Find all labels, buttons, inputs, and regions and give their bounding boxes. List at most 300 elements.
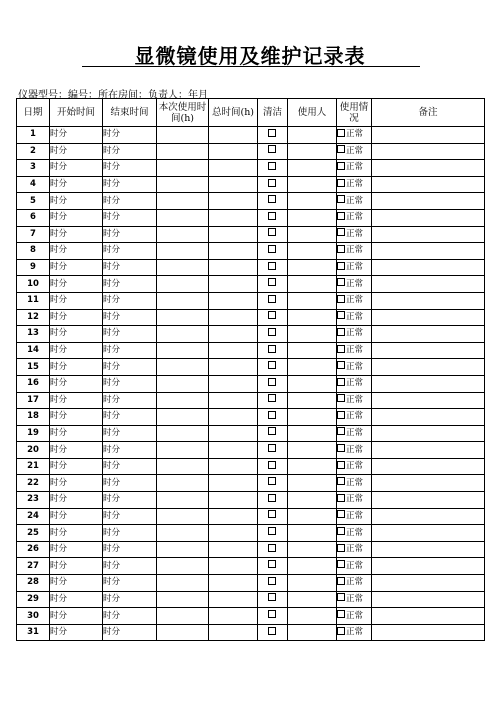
- remarks-cell[interactable]: [372, 243, 485, 260]
- remarks-cell[interactable]: [372, 309, 485, 326]
- start-time-cell[interactable]: 时分: [50, 575, 103, 592]
- user-cell[interactable]: [288, 624, 337, 641]
- checkbox-icon[interactable]: [337, 560, 345, 568]
- condition-label: 正常: [346, 427, 364, 438]
- user-cell[interactable]: [288, 608, 337, 625]
- remarks-cell[interactable]: [372, 226, 485, 243]
- user-cell[interactable]: [288, 160, 337, 177]
- checkbox-icon[interactable]: [268, 361, 276, 369]
- checkbox-icon[interactable]: [337, 311, 345, 319]
- checkbox-icon[interactable]: [337, 245, 345, 253]
- cleaning-cell: [258, 492, 288, 509]
- usage-hours-cell[interactable]: [157, 176, 209, 193]
- usage-hours-cell[interactable]: [157, 276, 209, 293]
- checkbox-icon[interactable]: [337, 527, 345, 535]
- checkbox-icon[interactable]: [268, 278, 276, 286]
- table-row: [17, 160, 485, 177]
- user-cell[interactable]: [288, 342, 337, 359]
- checkbox-icon[interactable]: [268, 494, 276, 502]
- total-hours-cell[interactable]: [209, 209, 258, 226]
- remarks-cell[interactable]: [372, 575, 485, 592]
- total-hours-cell[interactable]: [209, 575, 258, 592]
- end-time-cell[interactable]: 时分: [103, 425, 157, 442]
- start-time-cell[interactable]: 时分: [50, 624, 103, 641]
- remarks-cell[interactable]: [372, 508, 485, 525]
- start-time-cell[interactable]: 时分: [50, 425, 103, 442]
- user-cell[interactable]: [288, 193, 337, 210]
- condition-label: 正常: [346, 361, 364, 372]
- checkbox-icon[interactable]: [268, 461, 276, 469]
- end-time-cell[interactable]: 时分: [103, 591, 157, 608]
- user-cell[interactable]: [288, 492, 337, 509]
- total-hours-cell[interactable]: [209, 226, 258, 243]
- condition-cell: [337, 475, 372, 492]
- user-cell[interactable]: [288, 558, 337, 575]
- checkbox-icon[interactable]: [268, 195, 276, 203]
- end-time-cell[interactable]: 时分: [103, 624, 157, 641]
- start-time-cell[interactable]: 时分: [50, 442, 103, 459]
- checkbox-icon[interactable]: [268, 427, 276, 435]
- usage-hours-cell[interactable]: [157, 624, 209, 641]
- cleaning-cell: [258, 326, 288, 343]
- remarks-cell[interactable]: [372, 160, 485, 177]
- usage-hours-cell[interactable]: [157, 259, 209, 276]
- end-time-cell[interactable]: 时分: [103, 475, 157, 492]
- user-cell[interactable]: [288, 575, 337, 592]
- remarks-cell[interactable]: [372, 475, 485, 492]
- total-hours-cell[interactable]: [209, 243, 258, 260]
- remarks-cell[interactable]: [372, 591, 485, 608]
- end-time-cell[interactable]: 时分: [103, 359, 157, 376]
- total-hours-cell[interactable]: [209, 558, 258, 575]
- checkbox-icon[interactable]: [337, 544, 345, 552]
- remarks-cell[interactable]: [372, 276, 485, 293]
- total-hours-cell[interactable]: [209, 193, 258, 210]
- start-time-cell[interactable]: 时分: [50, 392, 103, 409]
- condition-cell: [337, 309, 372, 326]
- table-row: [17, 508, 485, 525]
- end-time-cell[interactable]: 时分: [103, 259, 157, 276]
- end-time-cell[interactable]: 时分: [103, 541, 157, 558]
- cleaning-cell: [258, 409, 288, 426]
- total-hours-cell[interactable]: [209, 608, 258, 625]
- total-hours-cell[interactable]: [209, 425, 258, 442]
- checkbox-icon[interactable]: [337, 510, 345, 518]
- end-time-cell[interactable]: 时分: [103, 392, 157, 409]
- user-cell[interactable]: [288, 292, 337, 309]
- total-hours-cell[interactable]: [209, 292, 258, 309]
- user-cell[interactable]: [288, 359, 337, 376]
- usage-hours-cell[interactable]: [157, 359, 209, 376]
- checkbox-icon[interactable]: [268, 510, 276, 518]
- user-cell[interactable]: [288, 591, 337, 608]
- date-cell: 9: [17, 259, 50, 276]
- end-time-cell[interactable]: 时分: [103, 458, 157, 475]
- user-cell[interactable]: [288, 508, 337, 525]
- cleaning-cell: [258, 475, 288, 492]
- condition-cell: [337, 342, 372, 359]
- checkbox-icon[interactable]: [337, 195, 345, 203]
- end-time-cell[interactable]: 时分: [103, 525, 157, 542]
- checkbox-icon[interactable]: [268, 593, 276, 601]
- start-time-cell[interactable]: 时分: [50, 326, 103, 343]
- usage-hours-cell[interactable]: [157, 326, 209, 343]
- header-date: 日期: [17, 99, 50, 127]
- condition-cell: [337, 442, 372, 459]
- checkbox-icon[interactable]: [337, 345, 345, 353]
- start-time-cell[interactable]: 时分: [50, 591, 103, 608]
- usage-hours-cell[interactable]: [157, 127, 209, 144]
- total-hours-cell[interactable]: [209, 541, 258, 558]
- checkbox-icon[interactable]: [337, 129, 345, 137]
- usage-hours-cell[interactable]: [157, 541, 209, 558]
- usage-hours-cell[interactable]: [157, 475, 209, 492]
- checkbox-icon[interactable]: [268, 411, 276, 419]
- start-time-cell[interactable]: 时分: [50, 259, 103, 276]
- end-time-cell[interactable]: 时分: [103, 442, 157, 459]
- checkbox-icon[interactable]: [268, 577, 276, 585]
- usage-hours-cell[interactable]: [157, 425, 209, 442]
- checkbox-icon[interactable]: [337, 444, 345, 452]
- start-time-cell[interactable]: 时分: [50, 160, 103, 177]
- end-time-cell[interactable]: 时分: [103, 193, 157, 210]
- checkbox-icon[interactable]: [337, 577, 345, 585]
- condition-cell: [337, 458, 372, 475]
- condition-cell: [337, 276, 372, 293]
- total-hours-cell[interactable]: [209, 508, 258, 525]
- cleaning-cell: [258, 259, 288, 276]
- checkbox-icon[interactable]: [268, 129, 276, 137]
- start-time-cell[interactable]: 时分: [50, 342, 103, 359]
- condition-label: 正常: [346, 162, 364, 173]
- start-time-cell[interactable]: 时分: [50, 209, 103, 226]
- start-time-cell[interactable]: 时分: [50, 541, 103, 558]
- remarks-cell[interactable]: [372, 127, 485, 144]
- end-time-cell[interactable]: 时分: [103, 508, 157, 525]
- checkbox-icon[interactable]: [268, 610, 276, 618]
- condition-cell: [337, 392, 372, 409]
- checkbox-icon[interactable]: [337, 179, 345, 187]
- cleaning-cell: [258, 143, 288, 160]
- table-row: [17, 143, 485, 160]
- start-time-cell[interactable]: 时分: [50, 409, 103, 426]
- start-time-cell[interactable]: 时分: [50, 127, 103, 144]
- checkbox-icon[interactable]: [337, 145, 345, 153]
- start-time-cell[interactable]: 时分: [50, 243, 103, 260]
- remarks-cell[interactable]: [372, 558, 485, 575]
- usage-hours-cell[interactable]: [157, 342, 209, 359]
- end-time-cell[interactable]: 时分: [103, 558, 157, 575]
- usage-hours-cell[interactable]: [157, 575, 209, 592]
- end-time-cell[interactable]: 时分: [103, 409, 157, 426]
- table-row: [17, 375, 485, 392]
- remarks-cell[interactable]: [372, 342, 485, 359]
- total-hours-cell[interactable]: [209, 525, 258, 542]
- checkbox-icon[interactable]: [337, 212, 345, 220]
- start-time-cell[interactable]: 时分: [50, 193, 103, 210]
- remarks-cell[interactable]: [372, 442, 485, 459]
- user-cell[interactable]: [288, 375, 337, 392]
- checkbox-icon[interactable]: [337, 494, 345, 502]
- checkbox-icon[interactable]: [337, 328, 345, 336]
- checkbox-icon[interactable]: [337, 427, 345, 435]
- checkbox-icon[interactable]: [337, 477, 345, 485]
- checkbox-icon[interactable]: [337, 411, 345, 419]
- usage-hours-cell[interactable]: [157, 492, 209, 509]
- checkbox-icon[interactable]: [268, 477, 276, 485]
- remarks-cell[interactable]: [372, 176, 485, 193]
- table-row: [17, 558, 485, 575]
- start-time-cell[interactable]: 时分: [50, 492, 103, 509]
- remarks-cell[interactable]: [372, 259, 485, 276]
- checkbox-icon[interactable]: [268, 444, 276, 452]
- checkbox-icon[interactable]: [268, 262, 276, 270]
- checkbox-icon[interactable]: [337, 295, 345, 303]
- checkbox-icon[interactable]: [337, 627, 345, 635]
- usage-hours-cell[interactable]: [157, 226, 209, 243]
- checkbox-icon[interactable]: [268, 527, 276, 535]
- total-hours-cell[interactable]: [209, 160, 258, 177]
- remarks-cell[interactable]: [372, 292, 485, 309]
- checkbox-icon[interactable]: [268, 560, 276, 568]
- checkbox-icon[interactable]: [337, 593, 345, 601]
- table-row: [17, 624, 485, 641]
- checkbox-icon[interactable]: [268, 544, 276, 552]
- condition-cell: [337, 525, 372, 542]
- checkbox-icon[interactable]: [337, 262, 345, 270]
- start-time-cell[interactable]: 时分: [50, 525, 103, 542]
- total-hours-cell[interactable]: [209, 591, 258, 608]
- usage-hours-cell[interactable]: [157, 458, 209, 475]
- end-time-cell[interactable]: 时分: [103, 127, 157, 144]
- end-time-cell[interactable]: 时分: [103, 309, 157, 326]
- usage-hours-cell[interactable]: [157, 442, 209, 459]
- start-time-cell[interactable]: 时分: [50, 558, 103, 575]
- checkbox-icon[interactable]: [268, 627, 276, 635]
- user-cell[interactable]: [288, 276, 337, 293]
- start-time-cell[interactable]: 时分: [50, 359, 103, 376]
- end-time-cell[interactable]: 时分: [103, 575, 157, 592]
- checkbox-icon[interactable]: [268, 295, 276, 303]
- table-row: [17, 326, 485, 343]
- date-cell: 3: [17, 160, 50, 177]
- total-hours-cell[interactable]: [209, 143, 258, 160]
- cleaning-cell: [258, 375, 288, 392]
- checkbox-icon[interactable]: [268, 245, 276, 253]
- checkbox-icon[interactable]: [337, 162, 345, 170]
- user-cell[interactable]: [288, 309, 337, 326]
- usage-hours-cell[interactable]: [157, 209, 209, 226]
- checkbox-icon[interactable]: [268, 378, 276, 386]
- end-time-cell[interactable]: 时分: [103, 276, 157, 293]
- condition-cell: [337, 326, 372, 343]
- total-hours-cell[interactable]: [209, 326, 258, 343]
- checkbox-icon[interactable]: [268, 228, 276, 236]
- usage-hours-cell[interactable]: [157, 143, 209, 160]
- end-time-cell[interactable]: 时分: [103, 160, 157, 177]
- cleaning-cell: [258, 624, 288, 641]
- user-cell[interactable]: [288, 425, 337, 442]
- usage-hours-cell[interactable]: [157, 558, 209, 575]
- date-cell: 26: [17, 541, 50, 558]
- start-time-cell[interactable]: 时分: [50, 276, 103, 293]
- cleaning-cell: [258, 243, 288, 260]
- condition-cell: [337, 375, 372, 392]
- checkbox-icon[interactable]: [268, 394, 276, 402]
- remarks-cell[interactable]: [372, 326, 485, 343]
- user-cell[interactable]: [288, 143, 337, 160]
- remarks-cell[interactable]: [372, 525, 485, 542]
- user-cell[interactable]: [288, 176, 337, 193]
- date-cell: 16: [17, 375, 50, 392]
- remarks-cell[interactable]: [372, 392, 485, 409]
- checkbox-icon[interactable]: [268, 162, 276, 170]
- end-time-cell[interactable]: 时分: [103, 143, 157, 160]
- start-time-cell[interactable]: 时分: [50, 375, 103, 392]
- total-hours-cell[interactable]: [209, 176, 258, 193]
- cleaning-cell: [258, 558, 288, 575]
- user-cell[interactable]: [288, 243, 337, 260]
- header-usage-hours: 本次使用时间(h): [157, 99, 209, 127]
- start-time-cell[interactable]: 时分: [50, 143, 103, 160]
- end-time-cell[interactable]: 时分: [103, 292, 157, 309]
- total-hours-cell[interactable]: [209, 259, 258, 276]
- user-cell[interactable]: [288, 525, 337, 542]
- cleaning-cell: [258, 508, 288, 525]
- usage-hours-cell[interactable]: [157, 392, 209, 409]
- total-hours-cell[interactable]: [209, 276, 258, 293]
- remarks-cell[interactable]: [372, 624, 485, 641]
- cleaning-cell: [258, 425, 288, 442]
- end-time-cell[interactable]: 时分: [103, 326, 157, 343]
- usage-hours-cell[interactable]: [157, 193, 209, 210]
- remarks-cell[interactable]: [372, 143, 485, 160]
- remarks-cell[interactable]: [372, 375, 485, 392]
- checkbox-icon[interactable]: [337, 361, 345, 369]
- remarks-cell[interactable]: [372, 425, 485, 442]
- usage-hours-cell[interactable]: [157, 160, 209, 177]
- checkbox-icon[interactable]: [268, 328, 276, 336]
- end-time-cell[interactable]: 时分: [103, 209, 157, 226]
- user-cell[interactable]: [288, 209, 337, 226]
- user-cell[interactable]: [288, 326, 337, 343]
- checkbox-icon[interactable]: [337, 610, 345, 618]
- checkbox-icon[interactable]: [337, 228, 345, 236]
- user-cell[interactable]: [288, 475, 337, 492]
- checkbox-icon[interactable]: [337, 278, 345, 286]
- condition-cell: [337, 608, 372, 625]
- checkbox-icon[interactable]: [268, 345, 276, 353]
- usage-hours-cell[interactable]: [157, 608, 209, 625]
- checkbox-icon[interactable]: [268, 145, 276, 153]
- usage-hours-cell[interactable]: [157, 243, 209, 260]
- total-hours-cell[interactable]: [209, 342, 258, 359]
- user-cell[interactable]: [288, 127, 337, 144]
- condition-label: 正常: [346, 328, 364, 339]
- total-hours-cell[interactable]: [209, 458, 258, 475]
- remarks-cell[interactable]: [372, 359, 485, 376]
- usage-hours-cell[interactable]: [157, 309, 209, 326]
- start-time-cell[interactable]: 时分: [50, 458, 103, 475]
- checkbox-icon[interactable]: [337, 378, 345, 386]
- total-hours-cell[interactable]: [209, 475, 258, 492]
- date-cell: 11: [17, 292, 50, 309]
- end-time-cell[interactable]: 时分: [103, 243, 157, 260]
- remarks-cell[interactable]: [372, 209, 485, 226]
- total-hours-cell[interactable]: [209, 359, 258, 376]
- checkbox-icon[interactable]: [337, 394, 345, 402]
- remarks-cell[interactable]: [372, 193, 485, 210]
- date-cell: 24: [17, 508, 50, 525]
- total-hours-cell[interactable]: [209, 492, 258, 509]
- end-time-cell[interactable]: 时分: [103, 608, 157, 625]
- end-time-cell[interactable]: 时分: [103, 226, 157, 243]
- start-time-cell[interactable]: 时分: [50, 508, 103, 525]
- table-row: [17, 475, 485, 492]
- total-hours-cell[interactable]: [209, 375, 258, 392]
- end-time-cell[interactable]: 时分: [103, 176, 157, 193]
- condition-label: 正常: [346, 527, 364, 538]
- user-cell[interactable]: [288, 259, 337, 276]
- total-hours-cell[interactable]: [209, 442, 258, 459]
- condition-cell: [337, 292, 372, 309]
- checkbox-icon[interactable]: [268, 311, 276, 319]
- checkbox-icon[interactable]: [268, 179, 276, 187]
- remarks-cell[interactable]: [372, 541, 485, 558]
- user-cell[interactable]: [288, 409, 337, 426]
- condition-label: 正常: [346, 394, 364, 405]
- user-cell[interactable]: [288, 226, 337, 243]
- date-cell: 18: [17, 409, 50, 426]
- total-hours-cell[interactable]: [209, 624, 258, 641]
- user-cell[interactable]: [288, 458, 337, 475]
- end-time-cell[interactable]: 时分: [103, 342, 157, 359]
- usage-hours-cell[interactable]: [157, 508, 209, 525]
- start-time-cell[interactable]: 时分: [50, 608, 103, 625]
- condition-label: 正常: [346, 212, 364, 223]
- total-hours-cell[interactable]: [209, 309, 258, 326]
- start-time-cell[interactable]: 时分: [50, 226, 103, 243]
- condition-label: 正常: [346, 179, 364, 190]
- usage-hours-cell[interactable]: [157, 375, 209, 392]
- condition-label: 正常: [346, 145, 364, 156]
- start-time-cell[interactable]: 时分: [50, 292, 103, 309]
- condition-cell: [337, 425, 372, 442]
- end-time-cell[interactable]: 时分: [103, 375, 157, 392]
- remarks-cell[interactable]: [372, 492, 485, 509]
- user-cell[interactable]: [288, 392, 337, 409]
- usage-hours-cell[interactable]: [157, 525, 209, 542]
- usage-hours-cell[interactable]: [157, 409, 209, 426]
- start-time-cell[interactable]: 时分: [50, 176, 103, 193]
- total-hours-cell[interactable]: [209, 409, 258, 426]
- checkbox-icon[interactable]: [268, 212, 276, 220]
- user-cell[interactable]: [288, 541, 337, 558]
- end-time-cell[interactable]: 时分: [103, 492, 157, 509]
- start-time-cell[interactable]: 时分: [50, 309, 103, 326]
- remarks-cell[interactable]: [372, 608, 485, 625]
- remarks-cell[interactable]: [372, 458, 485, 475]
- user-cell[interactable]: [288, 442, 337, 459]
- usage-hours-cell[interactable]: [157, 292, 209, 309]
- checkbox-icon[interactable]: [337, 461, 345, 469]
- total-hours-cell[interactable]: [209, 127, 258, 144]
- table-body: [17, 127, 485, 641]
- total-hours-cell[interactable]: [209, 392, 258, 409]
- start-time-cell[interactable]: 时分: [50, 475, 103, 492]
- usage-hours-cell[interactable]: [157, 591, 209, 608]
- remarks-cell[interactable]: [372, 409, 485, 426]
